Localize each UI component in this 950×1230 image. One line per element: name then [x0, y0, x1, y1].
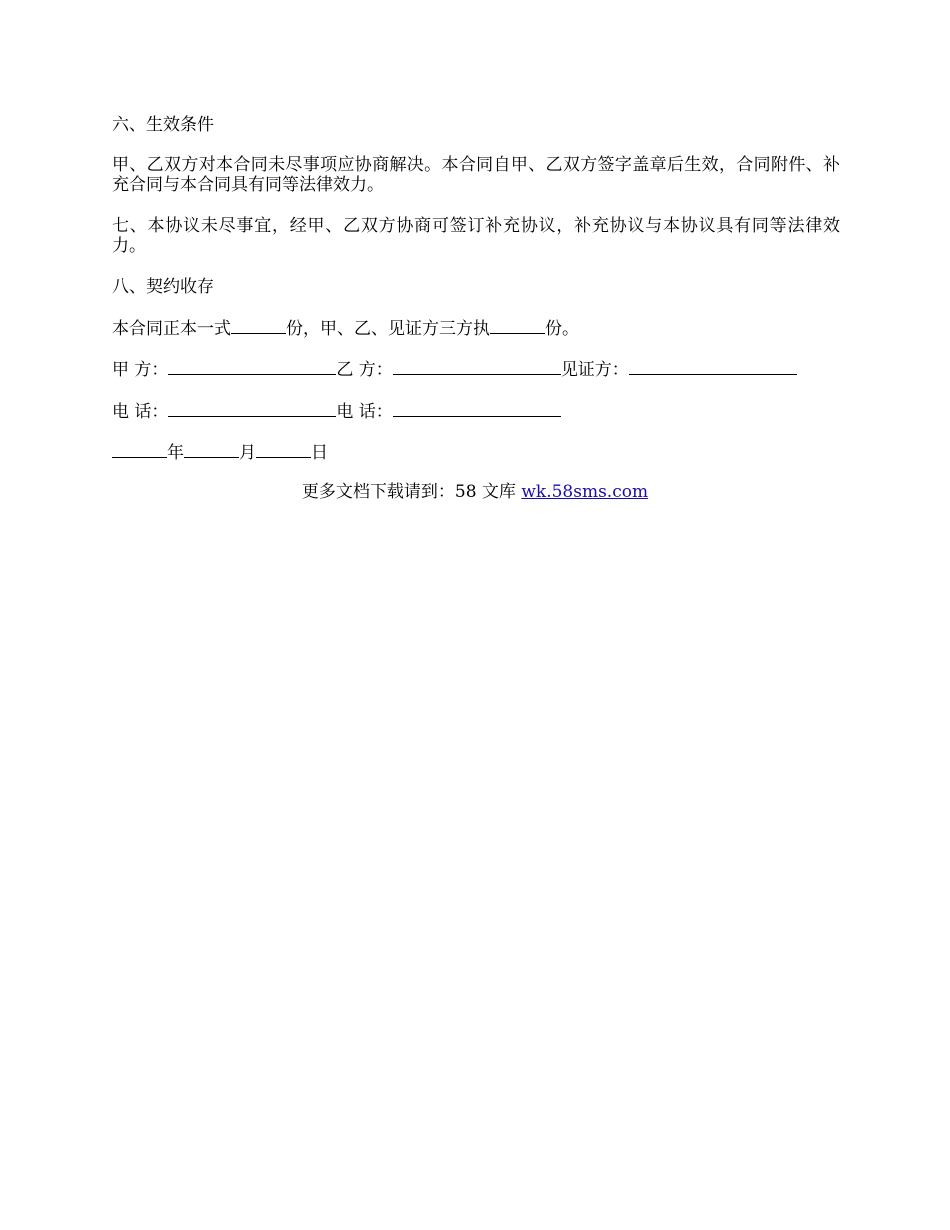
month-blank — [184, 441, 239, 458]
party-b-phone-blank — [393, 400, 561, 417]
year-blank — [112, 441, 167, 458]
signature-line — [112, 358, 797, 380]
footer-link[interactable]: wk.58sms.com — [521, 482, 649, 502]
date-line — [112, 441, 328, 463]
year-label: 年 — [167, 443, 184, 463]
copies-prefix: 本合同正本一式 — [112, 319, 231, 339]
phone-line — [112, 400, 561, 422]
section8-heading: 八、契约收存 — [112, 277, 214, 297]
witness-label: 见证方： — [560, 360, 629, 380]
section7-body: 七、本协议未尽事宜，经甲、乙双方协商可签订补充协议，补充协议与本协议具有同等法律效力。 — [112, 216, 840, 256]
copies-middle: 份，甲、乙、见证方三方执 — [286, 319, 490, 339]
day-label: 日 — [311, 443, 328, 463]
month-label: 月 — [239, 443, 256, 463]
party-a-signature-blank — [168, 358, 336, 375]
party-a-phone-label: 电 话： — [112, 402, 169, 422]
copies-blank-total — [231, 317, 286, 334]
party-a-label: 甲 方： — [112, 360, 169, 380]
party-a-phone-blank — [168, 400, 336, 417]
party-b-signature-blank — [393, 358, 561, 375]
copies-line — [112, 317, 579, 339]
section6-heading: 六、生效条件 — [112, 115, 214, 135]
witness-signature-blank — [629, 358, 797, 375]
section6-body: 甲、乙双方对本合同未尽事项应协商解决。本合同自甲、乙双方签字盖章后生效，合同附件、补充合同与本合同具有同等法律效力。 — [112, 155, 840, 195]
download-footer — [0, 482, 950, 502]
party-b-phone-label: 电 话： — [336, 402, 393, 422]
copies-blank-each — [490, 317, 545, 334]
party-b-label: 乙 方： — [336, 360, 393, 380]
day-blank — [256, 441, 311, 458]
footer-text: 更多文档下载请到：58 文库 — [301, 482, 522, 502]
copies-suffix: 份。 — [545, 319, 579, 339]
